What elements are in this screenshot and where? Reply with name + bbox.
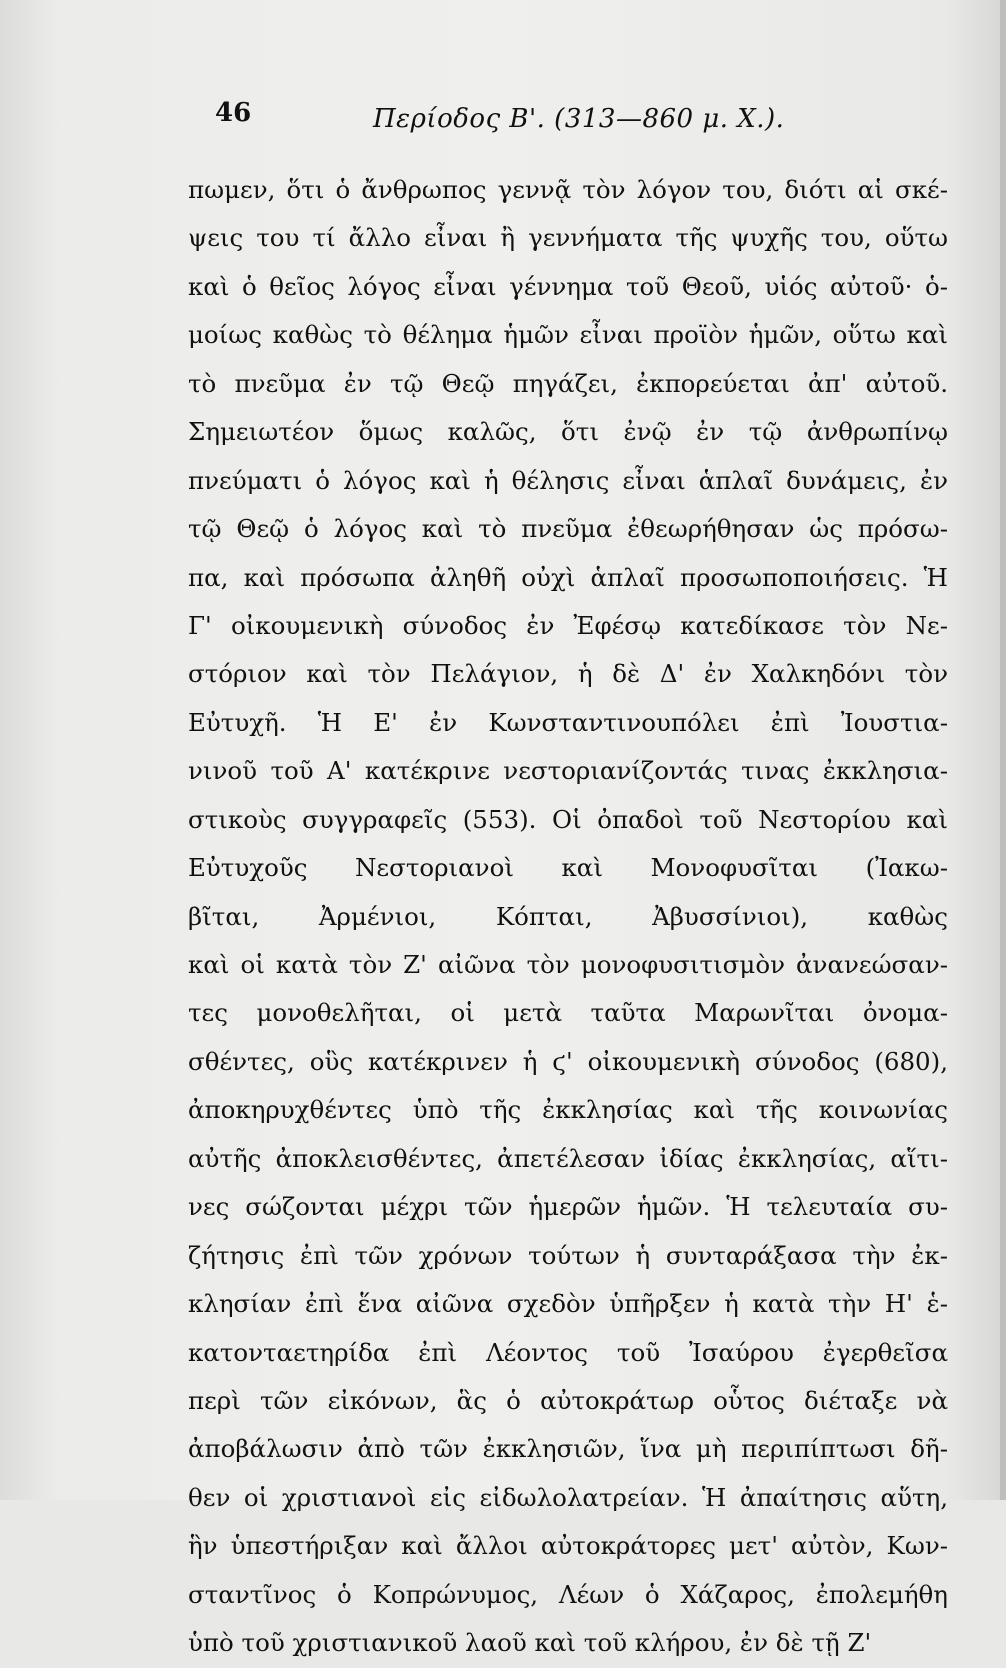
text-line: στόριον καὶ τὸν Πελάγιον, ἡ δὲ Δ' ἐν Χαλκηδόνι τὸν xyxy=(188,659,948,689)
text-line: ἣν ὑπεστήριξαν καὶ ἄλλοι αὐτοκράτορες μετ' αὐτὸν, Κων- xyxy=(188,1531,948,1561)
text-line: Εὐτυχῆ. Ἡ Ε' ἐν Κωνσταντινουπόλει ἐπὶ Ἰουστια- xyxy=(188,707,948,737)
text-line: στικοὺς συγγραφεῖς (553). Οἱ ὀπαδοὶ τοῦ Νεστορίου καὶ xyxy=(188,804,948,834)
text-line: ψεις του τί ἄλλο εἶναι ἢ γεννήματα τῆς ψυχῆς του, οὕτω xyxy=(188,223,948,253)
page-number: 46 xyxy=(215,98,252,128)
text-line: ἀποκηρυχθέντες ὑπὸ τῆς ἐκκλησίας καὶ τῆς κοινωνίας xyxy=(188,1095,948,1125)
text-line: Σημειωτέον ὅμως καλῶς, ὅτι ἐνῷ ἐν τῷ ἀνθρωπίνῳ xyxy=(188,417,948,447)
text-line: αὐτῆς ἀποκλεισθέντες, ἀπετέλεσαν ἰδίας ἐκκλησίας, αἵτι- xyxy=(188,1143,948,1173)
text-line: πωμεν, ὅτι ὁ ἄνθρωπος γεννᾷ τὸν λόγον του, διότι αἱ σκέ- xyxy=(188,175,948,204)
text-line: βῖται, Ἀρμένιοι, Κόπται, Ἀβυσσίνιοι), καθὼς xyxy=(188,901,948,931)
text-line: Εὐτυχοῦς Νεστοριανοὶ καὶ Μονοφυσῖται (Ἰακω- xyxy=(188,853,948,883)
text-line: πνεύματι ὁ λόγος καὶ ἡ θέλησις εἶναι ἁπλαῖ δυνάμεις, ἐν xyxy=(188,465,948,495)
text-line: περὶ τῶν εἰκόνων, ἃς ὁ αὐτοκράτωρ οὗτος διέταξε νὰ xyxy=(188,1385,948,1415)
text-line: ζήτησις ἐπὶ τῶν χρόνων τούτων ἡ συνταράξασα τὴν ἐκ- xyxy=(188,1240,948,1270)
text-line: πα, καὶ πρόσωπα ἀληθῆ οὐχὶ ἁπλαῖ προσωποποιήσεις. Ἡ xyxy=(188,562,948,592)
page-edge xyxy=(1000,0,1006,1500)
page-header xyxy=(205,98,945,148)
text-line: ἀποβάλωσιν ἀπὸ τῶν ἐκκλησιῶν, ἵνα μὴ περιπίπτωσι δῆ- xyxy=(188,1434,948,1464)
text-line: τες μονοθελῆται, οἱ μετὰ ταῦτα Μαρωνῖται ὀνομα- xyxy=(188,998,948,1028)
text-line: θεν οἱ χριστιανοὶ εἰς εἰδωλολατρείαν. Ἡ ἀπαίτησις αὕτη, xyxy=(188,1482,948,1512)
text-line: κλησίαν ἐπὶ ἕνα αἰῶνα σχεδὸν ὑπῆρξεν ἡ κατὰ τὴν Η' ἑ- xyxy=(188,1289,948,1319)
text-line: ὑπὸ τοῦ χριστιανικοῦ λαοῦ καὶ τοῦ κλήρου, ἐν δὲ τῇ Ζ' xyxy=(188,1628,872,1658)
body-text xyxy=(188,166,948,1668)
text-line: Γ' οἰκουμενικὴ σύνοδος ἐν Ἐφέσῳ κατεδίκασε τὸν Νε- xyxy=(188,610,948,640)
text-line: σταντῖνος ὁ Κοπρώνυμος, Λέων ὁ Χάζαρος, ἐπολεμήθη xyxy=(188,1579,948,1609)
running-head: Περίοδος Β'. (313—860 μ. Χ.). xyxy=(373,104,785,134)
text-line: τὸ πνεῦμα ἐν τῷ Θεῷ πηγάζει, ἐκπορεύεται ἀπ' αὐτοῦ. xyxy=(188,368,948,398)
text-line: κατονταετηρίδα ἐπὶ Λέοντος τοῦ Ἰσαύρου ἐγερθεῖσα xyxy=(188,1337,948,1367)
text-line: τῷ Θεῷ ὁ λόγος καὶ τὸ πνεῦμα ἐθεωρήθησαν ὡς πρόσω- xyxy=(188,514,948,544)
text-line: νες σώζονται μέχρι τῶν ἡμερῶν ἡμῶν. Ἡ τελευταία συ- xyxy=(188,1192,948,1222)
text-line: νινοῦ τοῦ Α' κατέκρινε νεστοριανίζοντάς τινας ἐκκλησια- xyxy=(188,756,948,786)
text-line: καὶ ὁ θεῖος λόγος εἶναι γέννημα τοῦ Θεοῦ, υἱός αὐτοῦ· ὁ- xyxy=(188,271,948,301)
text-line: μοίως καθὼς τὸ θέλημα ἡμῶν εἶναι προϊὸν ἡμῶν, οὕτω καὶ xyxy=(188,320,948,350)
text-line: σθέντες, οὓς κατέκρινεν ἡ ϛ' οἰκουμενικὴ σύνοδος (680), xyxy=(188,1046,948,1076)
text-line: καὶ οἱ κατὰ τὸν Ζ' αἰῶνα τὸν μονοφυσιτισμὸν ἀνανεώσαν- xyxy=(188,950,948,979)
